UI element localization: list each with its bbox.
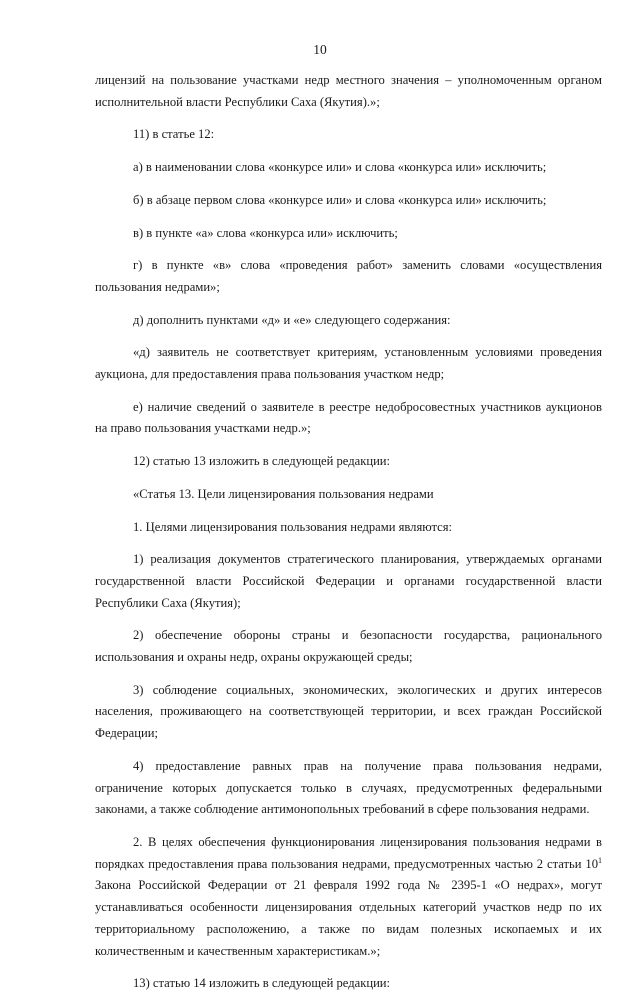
- paragraph-subitem-d: д) дополнить пунктами «д» и «е» следующего содержания:: [133, 312, 451, 327]
- paragraph-new-point-d: «д) заявитель не соответствует критериям, установленным условиями проведения аукциона, для предоставления права пользования участком недр;: [95, 345, 602, 382]
- paragraph-goal-4: 4) предоставление равных прав на получение права пользования недрами, ограничение которых допускается только в случаях, предусмотренных федеральными законами, а также соблюдение антимонопольных требований в сфере пользования недрами.: [95, 758, 602, 817]
- paragraph-part-2-text-a: 2. В целях обеспечения функционирования лицензирования пользования недрами в порядках предоставления права пользования недрами, предусмотренных частью 2 статьи 10: [95, 834, 602, 871]
- paragraph-subitem-b: б) в абзаце первом слова «конкурсе или» и слова «конкурса или» исключить;: [133, 192, 547, 207]
- paragraph-goal-1: 1) реализация документов стратегического планирования, утверждаемых органами государственной власти Российской Федерации и органами государственной власти Республики Саха (Якутия);: [95, 552, 602, 610]
- paragraph-item-12: 12) статью 13 изложить в следующей редакции:: [133, 454, 391, 469]
- paragraph-continuation: лицензий на пользование участками недр местного значения – уполномоченным органом исполнительной власти Республики Саха (Якутия).»;: [95, 73, 602, 109]
- paragraph-new-point-e: е) наличие сведений о заявителе в реестре недобросовестных участников аукционов на право пользования участками недр.»;: [95, 399, 602, 436]
- paragraph-part-2-text-b: Закона Российской Федерации от 21 февраля 1992 года № 2395-1 «О недрах», могут устанавливаться особенности лицензирования отдельных категорий участков недр по их территориальному расположению, а также по видам полезных ископаемых и их количественным и качественным характеристикам.»;: [95, 878, 602, 958]
- paragraph-goal-3: 3) соблюдение социальных, экономических, экологических и других интересов населения, проживающего на соответствующей территории, и всех граждан Российской Федерации;: [95, 682, 602, 741]
- paragraph-part-1: 1. Целями лицензирования пользования недрами являются:: [133, 519, 453, 534]
- article-13-title: «Статья 13. Цели лицензирования пользования недрами: [133, 486, 434, 501]
- paragraph-subitem-g: г) в пункте «в» слова «проведения работ» заменить словами «осуществления пользования недрами»;: [95, 258, 602, 294]
- paragraph-goal-2: 2) обеспечение обороны страны и безопасности государства, рационального использования и охраны недр, охраны окружающей среды;: [95, 628, 602, 665]
- paragraph-part-2: [95, 832, 602, 962]
- page-number: 10: [313, 42, 327, 57]
- paragraph-item-11: 11) в статье 12:: [133, 127, 215, 142]
- superscript-index: 1: [598, 855, 602, 865]
- paragraph-subitem-a: а) в наименовании слова «конкурсе или» и слова «конкурса или» исключить;: [133, 160, 547, 175]
- paragraph-subitem-v: в) в пункте «а» слова «конкурса или» исключить;: [133, 225, 398, 240]
- document-body: [95, 70, 602, 995]
- paragraph-item-13: 13) статью 14 изложить в следующей редакции:: [133, 976, 391, 991]
